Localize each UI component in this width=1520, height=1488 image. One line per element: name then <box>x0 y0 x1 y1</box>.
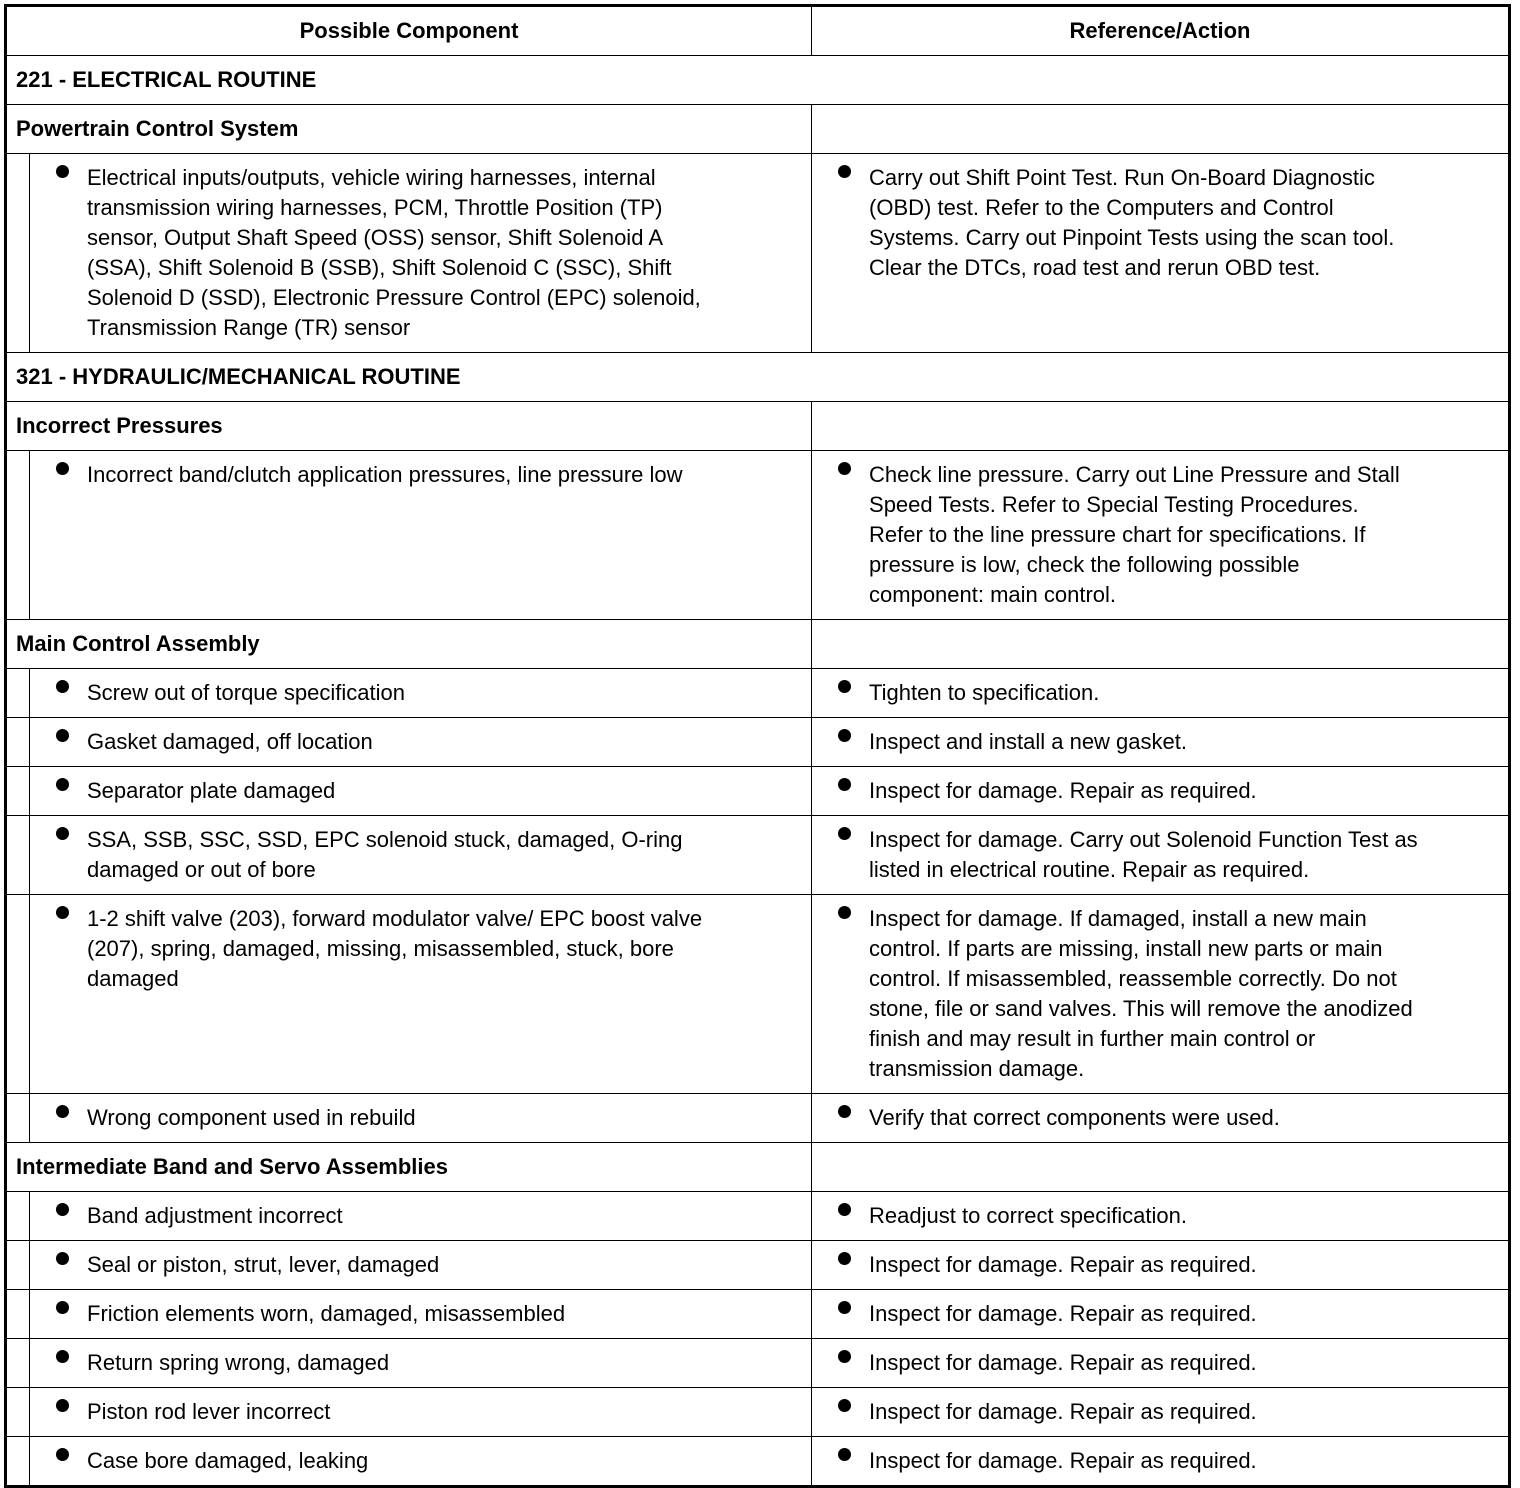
text-line: control. If parts are missing, install new parts or main <box>869 936 1383 961</box>
section-row <box>6 56 1510 105</box>
action-cell <box>812 1192 1510 1241</box>
section-title: 321 - HYDRAULIC/MECHANICAL ROUTINE <box>6 353 1510 402</box>
text-line: SSA, SSB, SSC, SSD, EPC solenoid stuck, damaged, O-ring <box>87 827 683 852</box>
table-row <box>6 669 1510 718</box>
text-line: Inspect for damage. Repair as required. <box>869 1448 1257 1473</box>
bullet-icon <box>838 1301 851 1314</box>
subsection-title: Intermediate Band and Servo Assemblies <box>6 1143 812 1192</box>
text-line: Electrical inputs/outputs, vehicle wiring harnesses, internal <box>87 165 656 190</box>
text-line: Inspect and install a new gasket. <box>869 729 1187 754</box>
component-cell <box>30 895 812 1094</box>
text-line: pressure is low, check the following possible <box>869 552 1300 577</box>
bullet-icon <box>838 1448 851 1461</box>
bullet-icon <box>56 1105 69 1118</box>
table-body <box>6 56 1510 1487</box>
text-line: control. If misassembled, reassemble correctly. Do not <box>869 966 1397 991</box>
text-line: transmission wiring harnesses, PCM, Throttle Position (TP) <box>87 195 663 220</box>
text-line: Inspect for damage. If damaged, install a new main <box>869 906 1367 931</box>
subsection-title: Powertrain Control System <box>6 105 812 154</box>
text-line: component: main control. <box>869 582 1117 607</box>
bullet-icon <box>838 165 851 178</box>
table-row <box>6 1192 1510 1241</box>
indent-cell <box>6 1241 30 1290</box>
bullet-icon <box>56 1301 69 1314</box>
text-line: damaged or out of bore <box>87 857 316 882</box>
text-line: Band adjustment incorrect <box>87 1203 343 1228</box>
text-line: Speed Tests. Refer to Special Testing Procedures. <box>869 492 1359 517</box>
bullet-icon <box>838 1399 851 1412</box>
action-cell <box>812 895 1510 1094</box>
empty-cell <box>812 402 1510 451</box>
diagnosis-table <box>4 4 1511 1488</box>
component-cell <box>30 451 812 620</box>
text-line: Inspect for damage. Repair as required. <box>869 1301 1257 1326</box>
bullet-icon <box>56 1252 69 1265</box>
subsection-title: Main Control Assembly <box>6 620 812 669</box>
text-line: listed in electrical routine. Repair as required. <box>869 857 1310 882</box>
table-header-row <box>6 6 1510 56</box>
text-line: Inspect for damage. Carry out Solenoid Function Test as <box>869 827 1418 852</box>
bullet-icon <box>838 827 851 840</box>
subsection-row <box>6 402 1510 451</box>
action-cell <box>812 1388 1510 1437</box>
action-cell <box>812 1290 1510 1339</box>
action-cell <box>812 1339 1510 1388</box>
bullet-icon <box>838 1105 851 1118</box>
bullet-icon <box>838 1350 851 1363</box>
section-row <box>6 353 1510 402</box>
indent-cell <box>6 895 30 1094</box>
indent-cell <box>6 1094 30 1143</box>
subsection-row <box>6 1143 1510 1192</box>
action-cell <box>812 669 1510 718</box>
text-line: Verify that correct components were used. <box>869 1105 1280 1130</box>
bullet-icon <box>56 1203 69 1216</box>
indent-cell <box>6 451 30 620</box>
bullet-icon <box>56 165 69 178</box>
text-line: Tighten to specification. <box>869 680 1100 705</box>
bullet-icon <box>838 462 851 475</box>
text-line: Clear the DTCs, road test and rerun OBD test. <box>869 255 1321 280</box>
component-cell <box>30 669 812 718</box>
text-line: Case bore damaged, leaking <box>87 1448 369 1473</box>
bullet-icon <box>56 1448 69 1461</box>
table-row <box>6 1388 1510 1437</box>
table-row <box>6 1290 1510 1339</box>
text-line: (OBD) test. Refer to the Computers and Control <box>869 195 1334 220</box>
text-line: Refer to the line pressure chart for specifications. If <box>869 522 1366 547</box>
text-line: Inspect for damage. Repair as required. <box>869 1252 1257 1277</box>
text-line: Solenoid D (SSD), Electronic Pressure Control (EPC) solenoid, <box>87 285 701 310</box>
text-line: Check line pressure. Carry out Line Pressure and Stall <box>869 462 1400 487</box>
bullet-icon <box>56 1399 69 1412</box>
text-line: Readjust to correct specification. <box>869 1203 1187 1228</box>
text-line: Inspect for damage. Repair as required. <box>869 1350 1257 1375</box>
indent-cell <box>6 154 30 353</box>
component-cell <box>30 154 812 353</box>
text-line: Screw out of torque specification <box>87 680 405 705</box>
indent-cell <box>6 718 30 767</box>
text-line: Inspect for damage. Repair as required. <box>869 1399 1257 1424</box>
component-cell <box>30 1437 812 1487</box>
bullet-icon <box>838 1252 851 1265</box>
subsection-title: Incorrect Pressures <box>6 402 812 451</box>
table-row <box>6 767 1510 816</box>
component-cell <box>30 1094 812 1143</box>
text-line: Friction elements worn, damaged, misassembled <box>87 1301 566 1326</box>
text-line: 1-2 shift valve (203), forward modulator valve/ EPC boost valve <box>87 906 703 931</box>
bullet-icon <box>838 680 851 693</box>
table-row <box>6 718 1510 767</box>
table-row <box>6 154 1510 353</box>
action-cell <box>812 154 1510 353</box>
empty-cell <box>812 105 1510 154</box>
indent-cell <box>6 1437 30 1487</box>
text-line: Carry out Shift Point Test. Run On-Board Diagnostic <box>869 165 1375 190</box>
bullet-icon <box>838 1203 851 1216</box>
action-cell <box>812 1241 1510 1290</box>
component-cell <box>30 1241 812 1290</box>
component-cell <box>30 718 812 767</box>
action-cell <box>812 718 1510 767</box>
subsection-row <box>6 105 1510 154</box>
text-line: (207), spring, damaged, missing, misassembled, stuck, bore <box>87 936 674 961</box>
component-cell <box>30 1339 812 1388</box>
text-line: Seal or piston, strut, lever, damaged <box>87 1252 440 1277</box>
header-reference-action: Reference/Action <box>812 6 1510 56</box>
text-line: Separator plate damaged <box>87 778 336 803</box>
bullet-icon <box>56 778 69 791</box>
component-cell <box>30 1388 812 1437</box>
indent-cell <box>6 1290 30 1339</box>
bullet-icon <box>56 462 69 475</box>
text-line: Incorrect band/clutch application pressures, line pressure low <box>87 462 683 487</box>
action-cell <box>812 767 1510 816</box>
table-row <box>6 1094 1510 1143</box>
bullet-icon <box>838 729 851 742</box>
indent-cell <box>6 1192 30 1241</box>
component-cell <box>30 767 812 816</box>
bullet-icon <box>56 827 69 840</box>
indent-cell <box>6 767 30 816</box>
action-cell <box>812 451 1510 620</box>
indent-cell <box>6 816 30 895</box>
text-line: Gasket damaged, off location <box>87 729 373 754</box>
bullet-icon <box>56 906 69 919</box>
text-line: Return spring wrong, damaged <box>87 1350 390 1375</box>
indent-cell <box>6 1339 30 1388</box>
action-cell <box>812 1437 1510 1487</box>
table-row <box>6 1241 1510 1290</box>
indent-cell <box>6 669 30 718</box>
text-line: Transmission Range (TR) sensor <box>87 315 411 340</box>
table-row <box>6 895 1510 1094</box>
text-line: Piston rod lever incorrect <box>87 1399 331 1424</box>
table-row <box>6 1339 1510 1388</box>
component-cell <box>30 1290 812 1339</box>
table-row <box>6 816 1510 895</box>
section-title: 221 - ELECTRICAL ROUTINE <box>6 56 1510 105</box>
bullet-icon <box>56 1350 69 1363</box>
bullet-icon <box>838 778 851 791</box>
text-line: sensor, Output Shaft Speed (OSS) sensor, Shift Solenoid A <box>87 225 664 250</box>
text-line: damaged <box>87 966 179 991</box>
indent-cell <box>6 1388 30 1437</box>
empty-cell <box>812 620 1510 669</box>
bullet-icon <box>56 680 69 693</box>
header-possible-component: Possible Component <box>6 6 812 56</box>
table-row <box>6 451 1510 620</box>
component-cell <box>30 816 812 895</box>
text-line: transmission damage. <box>869 1056 1085 1081</box>
component-cell <box>30 1192 812 1241</box>
text-line: Wrong component used in rebuild <box>87 1105 416 1130</box>
text-line: finish and may result in further main control or <box>869 1026 1316 1051</box>
bullet-icon <box>56 729 69 742</box>
text-line: (SSA), Shift Solenoid B (SSB), Shift Solenoid C (SSC), Shift <box>87 255 672 280</box>
text-line: Systems. Carry out Pinpoint Tests using the scan tool. <box>869 225 1395 250</box>
action-cell <box>812 816 1510 895</box>
text-line: stone, file or sand valves. This will remove the anodized <box>869 996 1413 1021</box>
table-row <box>6 1437 1510 1487</box>
action-cell <box>812 1094 1510 1143</box>
subsection-row <box>6 620 1510 669</box>
bullet-icon <box>838 906 851 919</box>
empty-cell <box>812 1143 1510 1192</box>
text-line: Inspect for damage. Repair as required. <box>869 778 1257 803</box>
